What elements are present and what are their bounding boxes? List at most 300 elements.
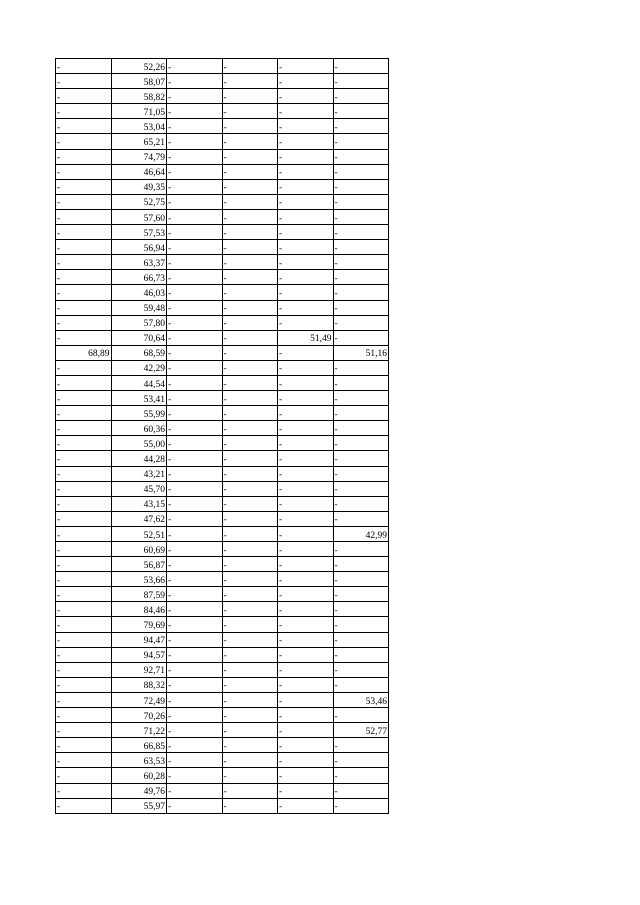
table-cell: 55,97 bbox=[111, 798, 167, 813]
table-cell: - bbox=[56, 194, 112, 209]
table-cell: 60,28 bbox=[111, 768, 167, 783]
table-cell: - bbox=[333, 798, 389, 813]
table-cell: - bbox=[56, 466, 112, 481]
table-cell: - bbox=[278, 285, 334, 300]
table-cell: - bbox=[278, 677, 334, 692]
table-cell: - bbox=[278, 225, 334, 240]
table-cell: - bbox=[167, 270, 223, 285]
table-row bbox=[56, 511, 389, 526]
table-cell: - bbox=[56, 270, 112, 285]
table-cell: - bbox=[167, 753, 223, 768]
table-cell: - bbox=[56, 496, 112, 511]
table-cell: - bbox=[167, 300, 223, 315]
table-cell: - bbox=[333, 255, 389, 270]
table-cell: - bbox=[56, 587, 112, 602]
table-cell: - bbox=[56, 647, 112, 662]
table-cell: - bbox=[56, 421, 112, 436]
table-cell: - bbox=[167, 89, 223, 104]
table-cell: - bbox=[222, 647, 278, 662]
table-cell: - bbox=[222, 542, 278, 557]
table-cell: - bbox=[56, 225, 112, 240]
table-cell: 84,46 bbox=[111, 602, 167, 617]
table-cell: - bbox=[56, 753, 112, 768]
table-cell: 94,57 bbox=[111, 647, 167, 662]
table-row bbox=[56, 798, 389, 813]
table-cell: - bbox=[56, 164, 112, 179]
table-cell: - bbox=[333, 542, 389, 557]
table-cell: 70,64 bbox=[111, 330, 167, 345]
table-cell: - bbox=[56, 557, 112, 572]
table-cell: - bbox=[222, 119, 278, 134]
table-cell: 53,04 bbox=[111, 119, 167, 134]
table-cell: 57,53 bbox=[111, 225, 167, 240]
table-cell: - bbox=[56, 149, 112, 164]
table-row bbox=[56, 481, 389, 496]
table-cell: - bbox=[167, 602, 223, 617]
table-row bbox=[56, 738, 389, 753]
table-cell: - bbox=[167, 104, 223, 119]
table-cell: 57,60 bbox=[111, 209, 167, 224]
table-cell: - bbox=[278, 375, 334, 390]
table-cell: 56,94 bbox=[111, 240, 167, 255]
table-cell: - bbox=[56, 391, 112, 406]
table-cell: - bbox=[167, 330, 223, 345]
table-cell: - bbox=[56, 602, 112, 617]
table-cell: - bbox=[222, 255, 278, 270]
data-table bbox=[55, 58, 389, 814]
table-cell: - bbox=[56, 240, 112, 255]
table-cell: - bbox=[222, 194, 278, 209]
table-cell: - bbox=[222, 768, 278, 783]
table-cell: - bbox=[278, 723, 334, 738]
table-row bbox=[56, 708, 389, 723]
table-cell: - bbox=[167, 496, 223, 511]
table-cell: - bbox=[333, 632, 389, 647]
table-cell: - bbox=[333, 677, 389, 692]
table-cell: - bbox=[167, 647, 223, 662]
table-cell: - bbox=[222, 179, 278, 194]
table-cell: 55,99 bbox=[111, 406, 167, 421]
table-cell: - bbox=[278, 481, 334, 496]
table-cell: - bbox=[167, 692, 223, 707]
table-cell: 58,82 bbox=[111, 89, 167, 104]
table-cell: - bbox=[167, 723, 223, 738]
table-cell: 63,37 bbox=[111, 255, 167, 270]
table-cell: - bbox=[333, 194, 389, 209]
table-cell: - bbox=[56, 74, 112, 89]
table-row bbox=[56, 557, 389, 572]
table-cell: 72,49 bbox=[111, 692, 167, 707]
table-row bbox=[56, 783, 389, 798]
table-row bbox=[56, 677, 389, 692]
table-cell: - bbox=[56, 738, 112, 753]
table-row bbox=[56, 753, 389, 768]
table-cell: - bbox=[222, 104, 278, 119]
table-cell: - bbox=[222, 59, 278, 74]
table-cell: - bbox=[56, 330, 112, 345]
table-row bbox=[56, 315, 389, 330]
table-cell: - bbox=[333, 783, 389, 798]
table-cell: - bbox=[278, 255, 334, 270]
table-cell: 59,48 bbox=[111, 300, 167, 315]
table-cell: 47,62 bbox=[111, 511, 167, 526]
table-cell: - bbox=[56, 783, 112, 798]
table-cell: - bbox=[278, 557, 334, 572]
table-cell: - bbox=[222, 677, 278, 692]
table-cell: 53,41 bbox=[111, 391, 167, 406]
table-cell: - bbox=[56, 632, 112, 647]
table-cell: - bbox=[167, 677, 223, 692]
table-cell: - bbox=[167, 209, 223, 224]
table-cell: - bbox=[333, 587, 389, 602]
table-cell: - bbox=[222, 209, 278, 224]
table-cell: - bbox=[278, 406, 334, 421]
table-cell: 51,16 bbox=[333, 345, 389, 360]
table-cell: - bbox=[222, 164, 278, 179]
table-cell: - bbox=[278, 164, 334, 179]
table-cell: - bbox=[222, 89, 278, 104]
table-cell: - bbox=[222, 270, 278, 285]
table-row bbox=[56, 285, 389, 300]
table-cell: - bbox=[278, 104, 334, 119]
table-cell: - bbox=[167, 240, 223, 255]
table-cell: - bbox=[222, 134, 278, 149]
table-row bbox=[56, 270, 389, 285]
table-cell: - bbox=[222, 511, 278, 526]
table-cell: - bbox=[333, 225, 389, 240]
table-cell: - bbox=[278, 466, 334, 481]
table-cell: 88,32 bbox=[111, 677, 167, 692]
table-row bbox=[56, 617, 389, 632]
table-cell: - bbox=[167, 632, 223, 647]
table-cell: - bbox=[278, 662, 334, 677]
table-cell: - bbox=[167, 572, 223, 587]
table-row bbox=[56, 526, 389, 541]
table-cell: 43,21 bbox=[111, 466, 167, 481]
table-cell: - bbox=[167, 557, 223, 572]
table-cell: - bbox=[167, 587, 223, 602]
table-cell: 58,07 bbox=[111, 74, 167, 89]
table-cell: - bbox=[222, 662, 278, 677]
table-cell: - bbox=[222, 360, 278, 375]
table-cell: - bbox=[333, 270, 389, 285]
table-cell: - bbox=[222, 149, 278, 164]
table-row bbox=[56, 496, 389, 511]
table-cell: - bbox=[167, 360, 223, 375]
table-cell: - bbox=[222, 798, 278, 813]
table-cell: - bbox=[278, 526, 334, 541]
table-cell: - bbox=[333, 104, 389, 119]
table-cell: - bbox=[333, 436, 389, 451]
table-cell: - bbox=[56, 315, 112, 330]
table-cell: - bbox=[278, 542, 334, 557]
table-row bbox=[56, 572, 389, 587]
table-cell: - bbox=[222, 692, 278, 707]
table-cell: - bbox=[278, 753, 334, 768]
table-cell: - bbox=[167, 149, 223, 164]
table-cell: - bbox=[333, 496, 389, 511]
table-row bbox=[56, 421, 389, 436]
table-cell: - bbox=[167, 285, 223, 300]
table-cell: - bbox=[222, 632, 278, 647]
table-cell: - bbox=[56, 617, 112, 632]
table-cell: - bbox=[333, 708, 389, 723]
table-cell: - bbox=[222, 330, 278, 345]
table-row bbox=[56, 391, 389, 406]
table-cell: - bbox=[278, 134, 334, 149]
table-cell: - bbox=[333, 466, 389, 481]
table-cell: - bbox=[333, 602, 389, 617]
table-cell: - bbox=[167, 526, 223, 541]
table-cell: - bbox=[333, 451, 389, 466]
table-row bbox=[56, 723, 389, 738]
table-cell: - bbox=[222, 74, 278, 89]
table-cell: - bbox=[167, 406, 223, 421]
table-cell: - bbox=[167, 119, 223, 134]
table-cell: 52,75 bbox=[111, 194, 167, 209]
table-cell: - bbox=[333, 753, 389, 768]
table-cell: - bbox=[333, 557, 389, 572]
table-cell: - bbox=[56, 134, 112, 149]
table-cell: - bbox=[333, 209, 389, 224]
table-cell: - bbox=[167, 59, 223, 74]
table-cell: - bbox=[278, 496, 334, 511]
table-cell: - bbox=[222, 466, 278, 481]
table-cell: 52,51 bbox=[111, 526, 167, 541]
table-cell: - bbox=[278, 708, 334, 723]
table-row bbox=[56, 345, 389, 360]
table-cell: - bbox=[167, 164, 223, 179]
table-cell: - bbox=[56, 89, 112, 104]
table-row bbox=[56, 360, 389, 375]
table-cell: - bbox=[167, 798, 223, 813]
table-cell: - bbox=[278, 451, 334, 466]
table-cell: 56,87 bbox=[111, 557, 167, 572]
table-cell: - bbox=[278, 240, 334, 255]
table-cell: - bbox=[167, 375, 223, 390]
table-row bbox=[56, 768, 389, 783]
table-cell: - bbox=[56, 708, 112, 723]
table-cell: - bbox=[278, 436, 334, 451]
table-cell: 44,54 bbox=[111, 375, 167, 390]
table-cell: - bbox=[222, 708, 278, 723]
table-cell: - bbox=[56, 406, 112, 421]
table-cell: - bbox=[278, 617, 334, 632]
table-cell: 63,53 bbox=[111, 753, 167, 768]
table-row bbox=[56, 74, 389, 89]
table-cell: - bbox=[222, 315, 278, 330]
table-cell: - bbox=[278, 209, 334, 224]
table-row bbox=[56, 119, 389, 134]
table-row bbox=[56, 647, 389, 662]
table-cell: - bbox=[278, 692, 334, 707]
table-cell: - bbox=[167, 662, 223, 677]
table-row bbox=[56, 225, 389, 240]
table-row bbox=[56, 149, 389, 164]
table-cell: - bbox=[333, 662, 389, 677]
table-row bbox=[56, 451, 389, 466]
table-cell: - bbox=[222, 753, 278, 768]
table-row bbox=[56, 330, 389, 345]
table-cell: 74,79 bbox=[111, 149, 167, 164]
table-cell: - bbox=[167, 194, 223, 209]
table-cell: - bbox=[278, 179, 334, 194]
table-cell: - bbox=[333, 511, 389, 526]
table-cell: - bbox=[167, 436, 223, 451]
table-cell: 49,76 bbox=[111, 783, 167, 798]
table-cell: 52,26 bbox=[111, 59, 167, 74]
table-cell: 79,69 bbox=[111, 617, 167, 632]
table-cell: - bbox=[222, 436, 278, 451]
table-cell: 87,59 bbox=[111, 587, 167, 602]
table-cell: 60,36 bbox=[111, 421, 167, 436]
table-cell: - bbox=[222, 225, 278, 240]
table-row bbox=[56, 406, 389, 421]
table-cell: 57,80 bbox=[111, 315, 167, 330]
table-cell: - bbox=[167, 542, 223, 557]
table-cell: - bbox=[56, 119, 112, 134]
table-cell: - bbox=[56, 572, 112, 587]
table-cell: 46,64 bbox=[111, 164, 167, 179]
table-cell: - bbox=[167, 74, 223, 89]
table-cell: 55,00 bbox=[111, 436, 167, 451]
table-cell: - bbox=[222, 783, 278, 798]
table-cell: - bbox=[56, 768, 112, 783]
table-cell: - bbox=[278, 421, 334, 436]
table-cell: - bbox=[222, 723, 278, 738]
table-cell: 53,46 bbox=[333, 692, 389, 707]
table-cell: - bbox=[333, 768, 389, 783]
table-cell: - bbox=[222, 345, 278, 360]
table-cell: - bbox=[167, 451, 223, 466]
table-cell: - bbox=[333, 360, 389, 375]
table-cell: - bbox=[167, 315, 223, 330]
table-cell: - bbox=[167, 179, 223, 194]
table-cell: - bbox=[56, 285, 112, 300]
table-cell: - bbox=[167, 783, 223, 798]
table-row bbox=[56, 179, 389, 194]
table-cell: - bbox=[333, 285, 389, 300]
table-cell: - bbox=[333, 391, 389, 406]
table-cell: 60,69 bbox=[111, 542, 167, 557]
table-cell: - bbox=[333, 134, 389, 149]
table-cell: - bbox=[167, 255, 223, 270]
table-cell: 42,29 bbox=[111, 360, 167, 375]
table-cell: - bbox=[167, 511, 223, 526]
table-cell: - bbox=[278, 59, 334, 74]
table-cell: - bbox=[167, 708, 223, 723]
table-cell: - bbox=[56, 255, 112, 270]
table-cell: - bbox=[278, 149, 334, 164]
table-cell: - bbox=[56, 375, 112, 390]
table-cell: - bbox=[278, 74, 334, 89]
table-cell: - bbox=[333, 617, 389, 632]
table-cell: - bbox=[56, 723, 112, 738]
table-cell: - bbox=[333, 572, 389, 587]
table-cell: - bbox=[56, 798, 112, 813]
table-cell: 43,15 bbox=[111, 496, 167, 511]
table-cell: - bbox=[167, 481, 223, 496]
table-row bbox=[56, 632, 389, 647]
table-cell: - bbox=[278, 572, 334, 587]
table-cell: 70,26 bbox=[111, 708, 167, 723]
table-row bbox=[56, 104, 389, 119]
table-cell: - bbox=[167, 617, 223, 632]
table-row bbox=[56, 542, 389, 557]
table-cell: - bbox=[167, 225, 223, 240]
table-cell: - bbox=[56, 360, 112, 375]
table-cell: - bbox=[222, 617, 278, 632]
table-cell: - bbox=[333, 375, 389, 390]
table-cell: - bbox=[222, 481, 278, 496]
table-cell: - bbox=[333, 647, 389, 662]
table-row bbox=[56, 587, 389, 602]
table-row bbox=[56, 662, 389, 677]
table-cell: 44,28 bbox=[111, 451, 167, 466]
table-cell: - bbox=[278, 300, 334, 315]
table-cell: 68,59 bbox=[111, 345, 167, 360]
table-row bbox=[56, 466, 389, 481]
table-cell: - bbox=[278, 119, 334, 134]
table-cell: - bbox=[222, 285, 278, 300]
table-cell: - bbox=[222, 738, 278, 753]
table-cell: - bbox=[333, 330, 389, 345]
table-cell: 92,71 bbox=[111, 662, 167, 677]
table-cell: 65,21 bbox=[111, 134, 167, 149]
table-cell: - bbox=[278, 632, 334, 647]
table-cell: 94,47 bbox=[111, 632, 167, 647]
table-cell: 51,49 bbox=[278, 330, 334, 345]
table-cell: - bbox=[222, 240, 278, 255]
table-row bbox=[56, 134, 389, 149]
table-cell: - bbox=[278, 647, 334, 662]
table-cell: - bbox=[56, 692, 112, 707]
table-row bbox=[56, 164, 389, 179]
table-cell: - bbox=[278, 738, 334, 753]
table-cell: - bbox=[278, 315, 334, 330]
table-cell: - bbox=[222, 602, 278, 617]
table-cell: - bbox=[222, 375, 278, 390]
table-row bbox=[56, 602, 389, 617]
table-cell: - bbox=[167, 345, 223, 360]
table-cell: - bbox=[333, 421, 389, 436]
table-cell: - bbox=[333, 74, 389, 89]
table-row bbox=[56, 59, 389, 74]
table-cell: - bbox=[278, 391, 334, 406]
table-cell: - bbox=[56, 436, 112, 451]
table-cell: - bbox=[56, 526, 112, 541]
table-cell: 49,35 bbox=[111, 179, 167, 194]
table-cell: - bbox=[278, 89, 334, 104]
table-cell: - bbox=[56, 104, 112, 119]
table-cell: - bbox=[278, 345, 334, 360]
table-row bbox=[56, 240, 389, 255]
table-cell: - bbox=[333, 179, 389, 194]
table-cell: - bbox=[333, 164, 389, 179]
table-cell: - bbox=[278, 511, 334, 526]
table-cell: - bbox=[56, 511, 112, 526]
table-row bbox=[56, 436, 389, 451]
table-cell: - bbox=[333, 300, 389, 315]
table-cell: 71,05 bbox=[111, 104, 167, 119]
table-cell: - bbox=[56, 179, 112, 194]
table-cell: - bbox=[333, 149, 389, 164]
table-row bbox=[56, 375, 389, 390]
table-cell: 52,77 bbox=[333, 723, 389, 738]
table-cell: 46,03 bbox=[111, 285, 167, 300]
table-cell: - bbox=[56, 300, 112, 315]
table-cell: - bbox=[222, 572, 278, 587]
